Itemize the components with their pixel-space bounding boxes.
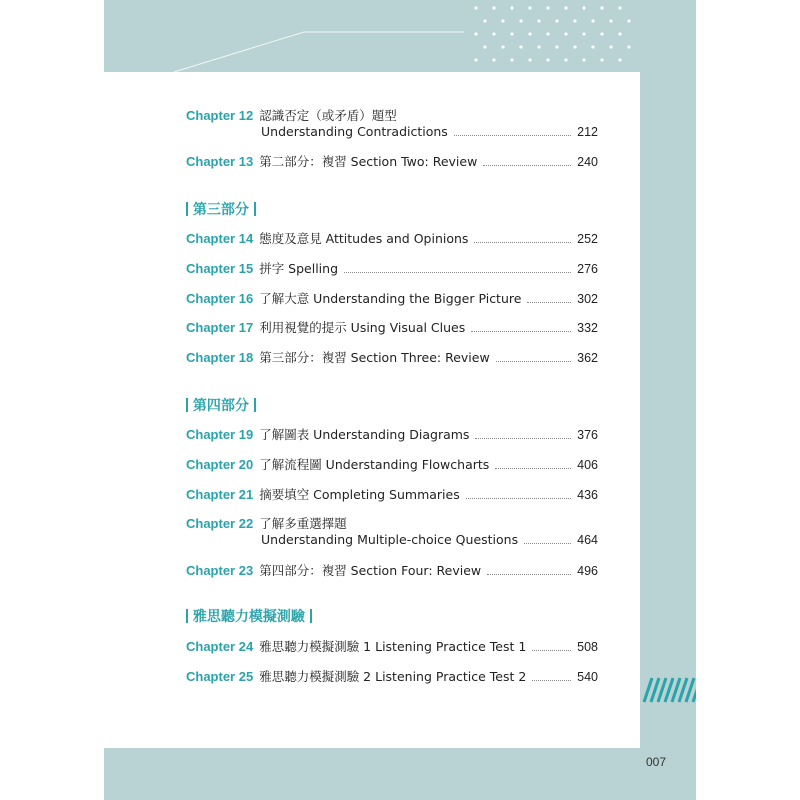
chapter-number: Chapter 22 <box>186 516 254 531</box>
toc-entry[interactable] <box>186 229 598 247</box>
page-ref: 212 <box>577 125 598 139</box>
leader-dots <box>475 437 571 439</box>
toc-entry[interactable] <box>186 561 598 579</box>
heading-bar <box>186 398 188 412</box>
heading-bar <box>254 398 256 412</box>
chapter-number: Chapter 18 <box>186 350 254 365</box>
leader-dots <box>527 301 571 303</box>
chapter-title: 態度及意見 Attitudes and Opinions <box>259 231 469 246</box>
section-heading-label: 雅思聽力模擬測驗 <box>192 609 305 625</box>
chapter-subtitle: Understanding Multiple-choice Questions <box>261 532 519 547</box>
chapter-number: Chapter 13 <box>186 154 254 169</box>
page-ref: 276 <box>577 262 598 276</box>
toc-entry[interactable] <box>186 318 598 336</box>
chapter-number: Chapter 15 <box>186 261 254 276</box>
chapter-number: Chapter 21 <box>186 487 254 502</box>
chapter-number: Chapter 24 <box>186 639 254 654</box>
toc-entry[interactable] <box>186 289 598 307</box>
leader-dots <box>524 542 571 544</box>
chapter-title: 拼字 Spelling <box>259 261 339 276</box>
chapter-title: 第四部分：複習 Section Four: Review <box>259 563 482 578</box>
chapter-title: 第三部分：複習 Section Three: Review <box>259 350 490 365</box>
chapter-title: 認識否定（或矛盾）題型 <box>259 108 397 123</box>
heading-bar <box>254 202 256 216</box>
page-ref: 362 <box>577 351 598 365</box>
chapter-number: Chapter 20 <box>186 457 254 472</box>
chapter-subtitle: Understanding Contradictions <box>261 124 448 139</box>
leader-dots <box>454 134 571 136</box>
page-ref: 302 <box>577 292 598 306</box>
chapter-title: 了解大意 Understanding the Bigger Picture <box>259 291 522 306</box>
chapter-title: 雅思聽力模擬測驗 1 Listening Practice Test 1 <box>259 639 527 654</box>
toc-entry[interactable] <box>186 485 598 503</box>
toc-entry[interactable] <box>186 667 598 685</box>
chapter-number: Chapter 19 <box>186 427 254 442</box>
heading-bar <box>310 609 312 623</box>
page-ref: 252 <box>577 232 598 246</box>
toc-entry[interactable] <box>186 514 598 550</box>
chapter-number: Chapter 12 <box>186 108 254 123</box>
page-ref: 540 <box>577 670 598 684</box>
page-ref: 240 <box>577 155 598 169</box>
chapter-number: Chapter 16 <box>186 291 254 306</box>
leader-dots <box>496 360 571 362</box>
leader-dots <box>483 164 571 166</box>
toc-entry[interactable] <box>186 348 598 366</box>
page-ref: 508 <box>577 640 598 654</box>
section-heading-label: 第四部分 <box>192 398 249 414</box>
leader-dots <box>344 271 571 273</box>
page-ref: 376 <box>577 428 598 442</box>
section-heading <box>186 606 312 626</box>
toc-entry[interactable] <box>186 106 598 142</box>
chapter-title: 了解圖表 Understanding Diagrams <box>259 427 470 442</box>
toc-entry[interactable] <box>186 259 598 277</box>
chapter-number: Chapter 25 <box>186 669 254 684</box>
chapter-title: 雅思聽力模擬測驗 2 Listening Practice Test 2 <box>259 669 527 684</box>
chapter-number: Chapter 23 <box>186 563 254 578</box>
section-heading-label: 第三部分 <box>192 202 249 218</box>
chapter-title: 了解流程圖 Understanding Flowcharts <box>259 457 490 472</box>
heading-bar <box>186 202 188 216</box>
chapter-title: 摘要填空 Completing Summaries <box>259 487 460 502</box>
toc-entry[interactable] <box>186 425 598 443</box>
chapter-number: Chapter 17 <box>186 320 254 335</box>
chapter-number: Chapter 14 <box>186 231 254 246</box>
toc-entry[interactable] <box>186 637 598 655</box>
chapter-title: 利用視覺的提示 Using Visual Clues <box>259 320 466 335</box>
bottom-decor-band <box>104 748 696 800</box>
leader-dots <box>532 649 571 651</box>
chapter-title: 了解多重選擇題 <box>259 516 347 531</box>
toc-entry[interactable] <box>186 455 598 473</box>
page-ref: 464 <box>577 533 598 547</box>
chapter-title: 第二部分：複習 Section Two: Review <box>259 154 478 169</box>
leader-dots <box>532 679 571 681</box>
leader-dots <box>466 497 571 499</box>
heading-bar <box>186 609 188 623</box>
page-ref: 332 <box>577 321 598 335</box>
leader-dots <box>474 241 571 243</box>
leader-dots <box>471 330 571 332</box>
page-ref: 406 <box>577 458 598 472</box>
section-heading <box>186 395 256 415</box>
leader-dots <box>495 467 571 469</box>
leader-dots <box>487 573 571 575</box>
toc-entry[interactable] <box>186 152 598 170</box>
page-ref: 436 <box>577 488 598 502</box>
page-ref: 496 <box>577 564 598 578</box>
page-number: 007 <box>645 755 667 769</box>
section-heading <box>186 199 256 219</box>
